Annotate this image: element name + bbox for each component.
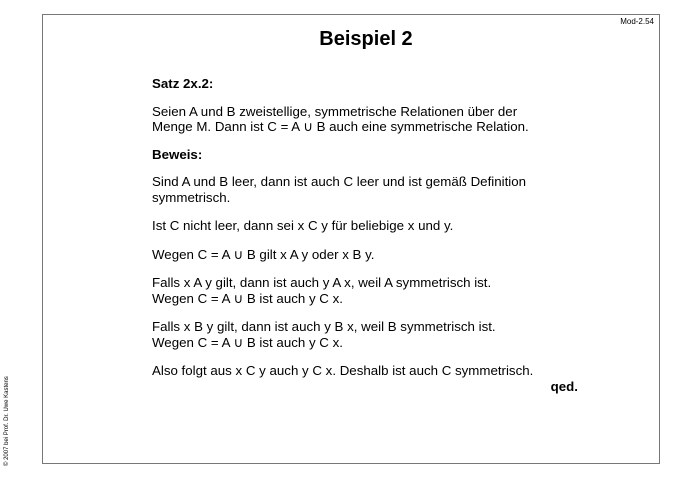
proof-line: Wegen C = A ∪ B ist auch y C x. (152, 334, 343, 350)
proof-line: Falls x A y gilt, dann ist auch y A x, weil A symmetrisch ist. (152, 275, 492, 290)
proof-line: Sind A und B leer, dann ist auch C leer und ist gemäß Definition (152, 174, 527, 189)
proof-paragraph (152, 275, 592, 306)
qed-marker: qed. (550, 378, 578, 394)
proof-paragraph (152, 174, 592, 205)
copyright-notice: © 2007 bei Prof. Dr. Uwe Kastens (4, 376, 10, 466)
proof-paragraph: Wegen C = A ∪ B gilt x A y oder x B y. (152, 246, 375, 262)
proof-line: Falls x B y gilt, dann ist auch y B x, weil B symmetrisch ist. (152, 319, 496, 334)
theorem-line: Seien A und B zweistellige, symmetrische Relationen über der (152, 103, 518, 119)
proof-line: Wegen C = A ∪ B ist auch y C x. (152, 290, 343, 306)
slide-content (152, 76, 592, 394)
slide-id: Mod-2.54 (620, 17, 654, 26)
proof-conclusion: Also folgt aus x C y auch y C x. Deshalb ist auch C symmetrisch. (152, 363, 534, 378)
proof-paragraph (152, 319, 592, 350)
theorem-line: Menge M. Dann ist C = A ∪ B auch eine symmetrische Relation. (152, 119, 529, 134)
theorem-statement (152, 104, 592, 135)
slide-title: Beispiel 2 (319, 28, 413, 50)
proof-paragraph: Ist C nicht leer, dann sei x C y für beliebige x und y. (152, 218, 454, 233)
proof-heading: Beweis: (152, 146, 203, 162)
proof-line: symmetrisch. (152, 189, 231, 205)
theorem-heading: Satz 2x.2: (152, 76, 214, 91)
